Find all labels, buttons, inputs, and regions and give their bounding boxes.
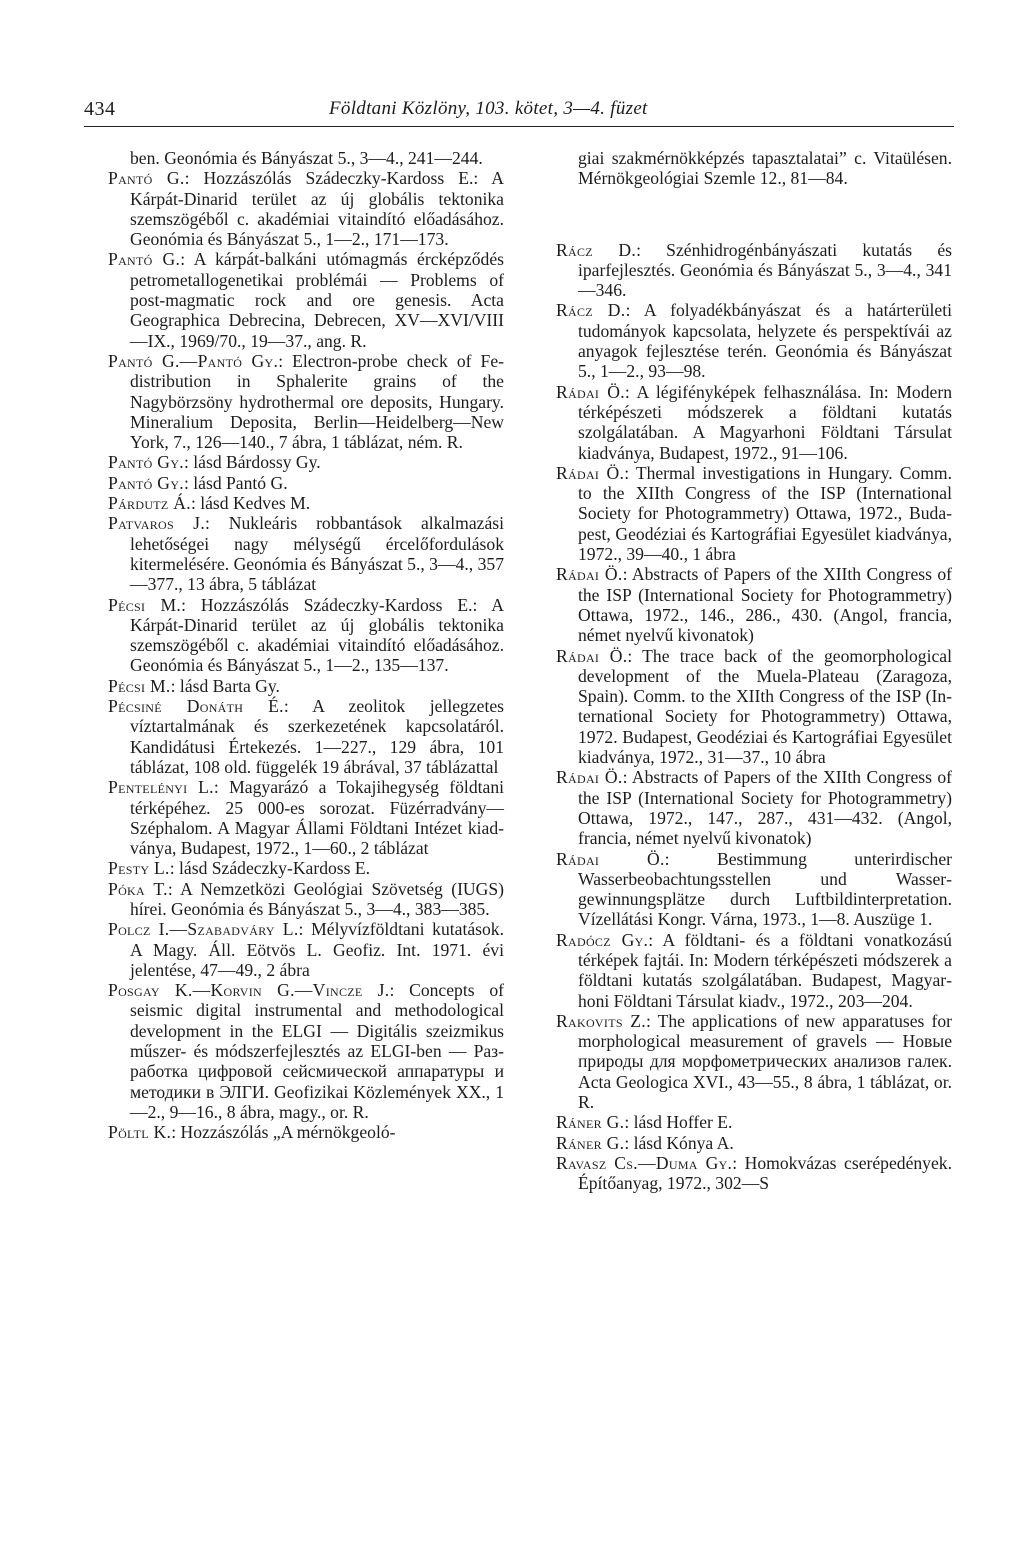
bibliography-entry <box>108 696 504 777</box>
entry-text: : A légifényképek felhasználása. In: Modern térképészeti módszerek a földtani kutatás szolgálatában. A Magyarhoni Földtani Társulat kiadványa, Budapest, 1972., 91—106. <box>578 381 952 463</box>
entry-text: : A kárpát-balkáni utómagmás ércképződés petrometallogenetikai problémái — Problems of post-magmatic rock and ore genesis. Acta Geographica Debrecina, Debrecen, XV—XVI/VIII—IX., 1969/70., 19—37., ang. R. <box>130 249 504 351</box>
bibliography-entry <box>556 767 952 848</box>
author-name: Pécsi M. <box>108 594 182 615</box>
entry-text: : The applications of new apparatuses for morphological measurement of gravels — Новые природы для морфометрических анализов галек. Acta Geologica XVI., 43—55., 8 ábra, 1 táblázat, or. R. <box>578 1010 952 1113</box>
author-name: Pantó Gy. <box>108 452 184 473</box>
author-name: Pentelényi L. <box>108 777 214 798</box>
entry-text: : lásd Barta Gy. <box>170 675 280 696</box>
author-name: Ráner G. <box>556 1112 625 1133</box>
right-column <box>556 148 952 1194</box>
bibliography-entry <box>108 513 504 594</box>
author-name: Pantó G. <box>108 249 181 270</box>
entry-text: : The trace back of the geomorphological development of the Muela-Plateau (Zaragoza, Spain). Comm. to the XIIth Congress of the ISP (International Society for Photogrammetry) Ottawa, 1972. Budapest, Geodéziai és Kartográfiai Egyesület kiadványa, 1972., 31—37., 10 ábra <box>578 645 952 768</box>
entry-text: : lásd Kedves M. <box>190 493 311 514</box>
running-header <box>84 92 954 127</box>
entry-text: : Szénhidrogénbányászati kutatás és iparfejlesztés. Geonómia és Bányászat 5., 3—4., 341—346. <box>578 239 952 301</box>
bibliography-entry <box>556 930 952 1011</box>
bibliography-entry <box>108 168 504 249</box>
bibliography-entry <box>556 382 952 463</box>
bibliography-entry <box>556 463 952 564</box>
bibliography-entry <box>108 493 504 513</box>
entry-text: : Concepts of seismic digital instrumental and methodological development in the ELGI — Digitális szeizmikus műszer- és módszerfejlesztés az ELGI-ben — Разработка цифровой сейсмической аппаратуры и методики в ЭЛГИ. Geofizikai Közlemények XX., 1—2., 9—16., 8 ábra, magy., or. R. <box>130 980 504 1122</box>
bibliography-entry <box>556 1112 952 1132</box>
entry-text: : A Nemzetközi Geológiai Szövetség (IUGS) hírei. Geonómia és Bányászat 5., 3—4., 383—385. <box>130 878 504 919</box>
entry-text: : Abstracts of Papers of the XIIth Congress of the ISP (International Society for Photogrammetry) Ottawa, 1972., 146., 286., 430. (Angol, francia, német nyelvű kivonatok) <box>578 564 953 646</box>
bibliography-entry <box>108 980 504 1122</box>
bibliography-entry <box>556 564 952 645</box>
entry-text: : lásd Pantó G. <box>183 472 288 493</box>
entry-text: : Homokvázas cserépedények. Építőanyag, 1972., 302—S <box>578 1152 952 1194</box>
entry-text: : Electron-probe check of Fe-distribution in Sphalerite grains of the Nagybörzsöny hydrothermal ore deposits, Hungary. Mineralium Deposita, Berlin—Heidelberg—New York, 7., 126—140., 7 ábra, 1 táblázat, ném. R. <box>130 350 504 453</box>
bibliography-entry <box>108 595 504 676</box>
column-gap <box>556 189 952 240</box>
author-name: Radócz Gy. <box>556 929 649 950</box>
bibliography-entry <box>108 249 504 350</box>
entry-text: : Hozzászólás „A mérnökgeoló- <box>171 1122 396 1143</box>
bibliography-entry <box>108 351 504 452</box>
author-name: Póka T. <box>108 878 168 899</box>
entry-text: : A zeolitok jellegzetes víztartalmának és szerkezetének kapcsolatáról. Kandidátusi Értekezés. 1—227., 129 ábra, 101 táblázat, 108 old. függelék 19 ábrával, 37 táblázattal <box>130 696 504 777</box>
author-name: Polcz I.—Szabadváry L. <box>108 919 299 940</box>
bibliography-entry <box>556 300 952 381</box>
bibliography-entry <box>108 1122 504 1142</box>
left-column <box>108 148 504 1143</box>
bibliography-entry <box>108 777 504 858</box>
author-name: Ravasz Cs.—Duma Gy. <box>556 1152 733 1173</box>
author-name: Posgay K.—Korvin G.—Vincze J. <box>108 980 390 1001</box>
author-name: Rádai Ö. <box>556 767 623 788</box>
bibliography-entry <box>556 1133 952 1153</box>
bibliography-entry <box>556 646 952 768</box>
page-number: 434 <box>84 98 116 120</box>
bibliography-entry <box>108 858 504 878</box>
author-name: Pesty L. <box>108 858 170 879</box>
author-name: Pantó G. <box>108 168 185 189</box>
bibliography-entry <box>556 1153 952 1194</box>
bibliography-entry <box>108 676 504 696</box>
author-name: Pantó Gy. <box>108 472 184 493</box>
entry-text: : Abstracts of Papers of the XIIth Congress of the ISP (International Society for Photogrammetry) Ottawa, 1972., 147., 287., 431—432. (Angol, francia, német nyelvű kivonatok) <box>578 767 953 849</box>
entry-text: : Mélyvízföldtani kutatások. A Magy. Áll. Eötvös L. Geofiz. Int. 1971. évi jelentése, 47—49., 2 ábra <box>130 919 504 980</box>
right-column-entries <box>556 240 952 1194</box>
author-name: Pécsi M. <box>108 675 171 696</box>
author-name: Rádai Ö. <box>556 848 665 869</box>
author-name: Rádai Ö. <box>556 462 625 483</box>
entry-text: : lásd Kónya A. <box>624 1132 734 1153</box>
bibliography-entry <box>556 849 952 930</box>
bibliography-entry <box>108 879 504 920</box>
author-name: Párdutz Á. <box>108 493 191 514</box>
author-name: Ráner G. <box>556 1132 625 1153</box>
author-name: Pantó G.—Pantó Gy. <box>108 350 279 371</box>
bibliography-entry <box>108 452 504 472</box>
author-name: Pöltl K. <box>108 1122 172 1143</box>
right-column-continuation <box>556 148 952 189</box>
author-name: Patvaros J. <box>108 513 206 534</box>
entry-text: : A folyadékbányászat és a határterületi tudományok kapcsolata, helyzete és perspektívái az anyagok fejlesztése terén. Geonómia és Bányászat 5., 1—2., 93—98. <box>578 300 952 382</box>
author-name: Rádai Ö. <box>556 564 623 585</box>
journal-title: Földtani Közlöny, 103. kötet, 3—4. füzet <box>329 98 648 119</box>
entry-text: giai szakmérnökképzés tapasztalatai” c. Vitaülésen. Mérnökgeológiai Szemle 12., 81—84. <box>578 148 952 189</box>
bibliography-entry <box>108 919 504 980</box>
author-name: Rádai Ö. <box>556 645 628 666</box>
author-name: Pécsiné Donáth É. <box>108 696 284 717</box>
entry-text: : Hozzászólás Szádeczky-Kardoss E.: A Kárpát-Dinarid terület az új globális tektonika szemszögéből c. akadémiai vitaindító előadásához. Geonómia és Bányászat 5., 1—2., 135—137. <box>130 594 504 676</box>
bibliography-entry <box>108 473 504 493</box>
author-name: Rácz D. <box>556 239 637 260</box>
entry-text: ben. Geonómia és Bányászat 5., 3—4., 241—244. <box>130 148 483 168</box>
entry-text: : lásd Bárdossy Gy. <box>183 452 321 473</box>
entry-text: : Thermal investigations in Hungary. Comm. to the XIIth Congress of the ISP (International Society for Photogrammetry) Ottawa, 1972., Budapest, Geodéziai és Kartográfiai Egyesület kiadványa, 1972., 39—40., 1 ábra <box>578 462 952 565</box>
author-name: Rádai Ö. <box>556 381 625 402</box>
bibliography-entry <box>556 240 952 301</box>
author-name: Rácz D. <box>556 300 626 321</box>
entry-text: : lásd Szádeczky-Kardoss E. <box>169 858 371 879</box>
entry-text: : Bestimmung unterirdischer Wasserbeobachtungsstellen und Wassergewinnungsplätze durch Luftbildinterpretation. Vízellátási Kongr. Várna, 1973., 1—8. Auszüge 1. <box>578 848 952 930</box>
bibliography-entry <box>108 148 504 168</box>
entry-text: : Nukleáris robbantások alkalmazási lehetőségei nagy mélységű ércelőfordulások kitermelésére. Geonómia és Bányászat 5., 3—4., 357—377., 13 ábra, 5 táblázat <box>130 513 504 595</box>
entry-text: : Hozzászólás Szádeczky-Kardoss E.: A Kárpát-Dinarid terület az új globális tektonika szemszögéből c. akadémiai vitaindító előadásához. Geonómia és Bányászat 5., 1—2., 171—173. <box>130 168 505 250</box>
entry-text: : A földtani- és a földtani vonatkozású térképek fajtái. In: Modern térképészeti módszerek a földtani kutatás szolgálatában. Budapest, Magyarhoni Földtani Társulat kiadv., 1972., 203—204. <box>578 929 952 1011</box>
bibliography-entry <box>556 1011 952 1112</box>
author-name: Rakovits Z. <box>556 1010 646 1031</box>
entry-text: : Magyarázó a Tokajihegység földtani térképéhez. 25 000-es sorozat. Füzérradvány—Széphalom. A Magyar Állami Földtani Intézet kiadványa, Budapest, 1972., 1—60., 2 táblázat <box>130 777 504 859</box>
bibliography-entry <box>556 148 952 189</box>
entry-text: : lásd Hoffer E. <box>624 1112 733 1133</box>
